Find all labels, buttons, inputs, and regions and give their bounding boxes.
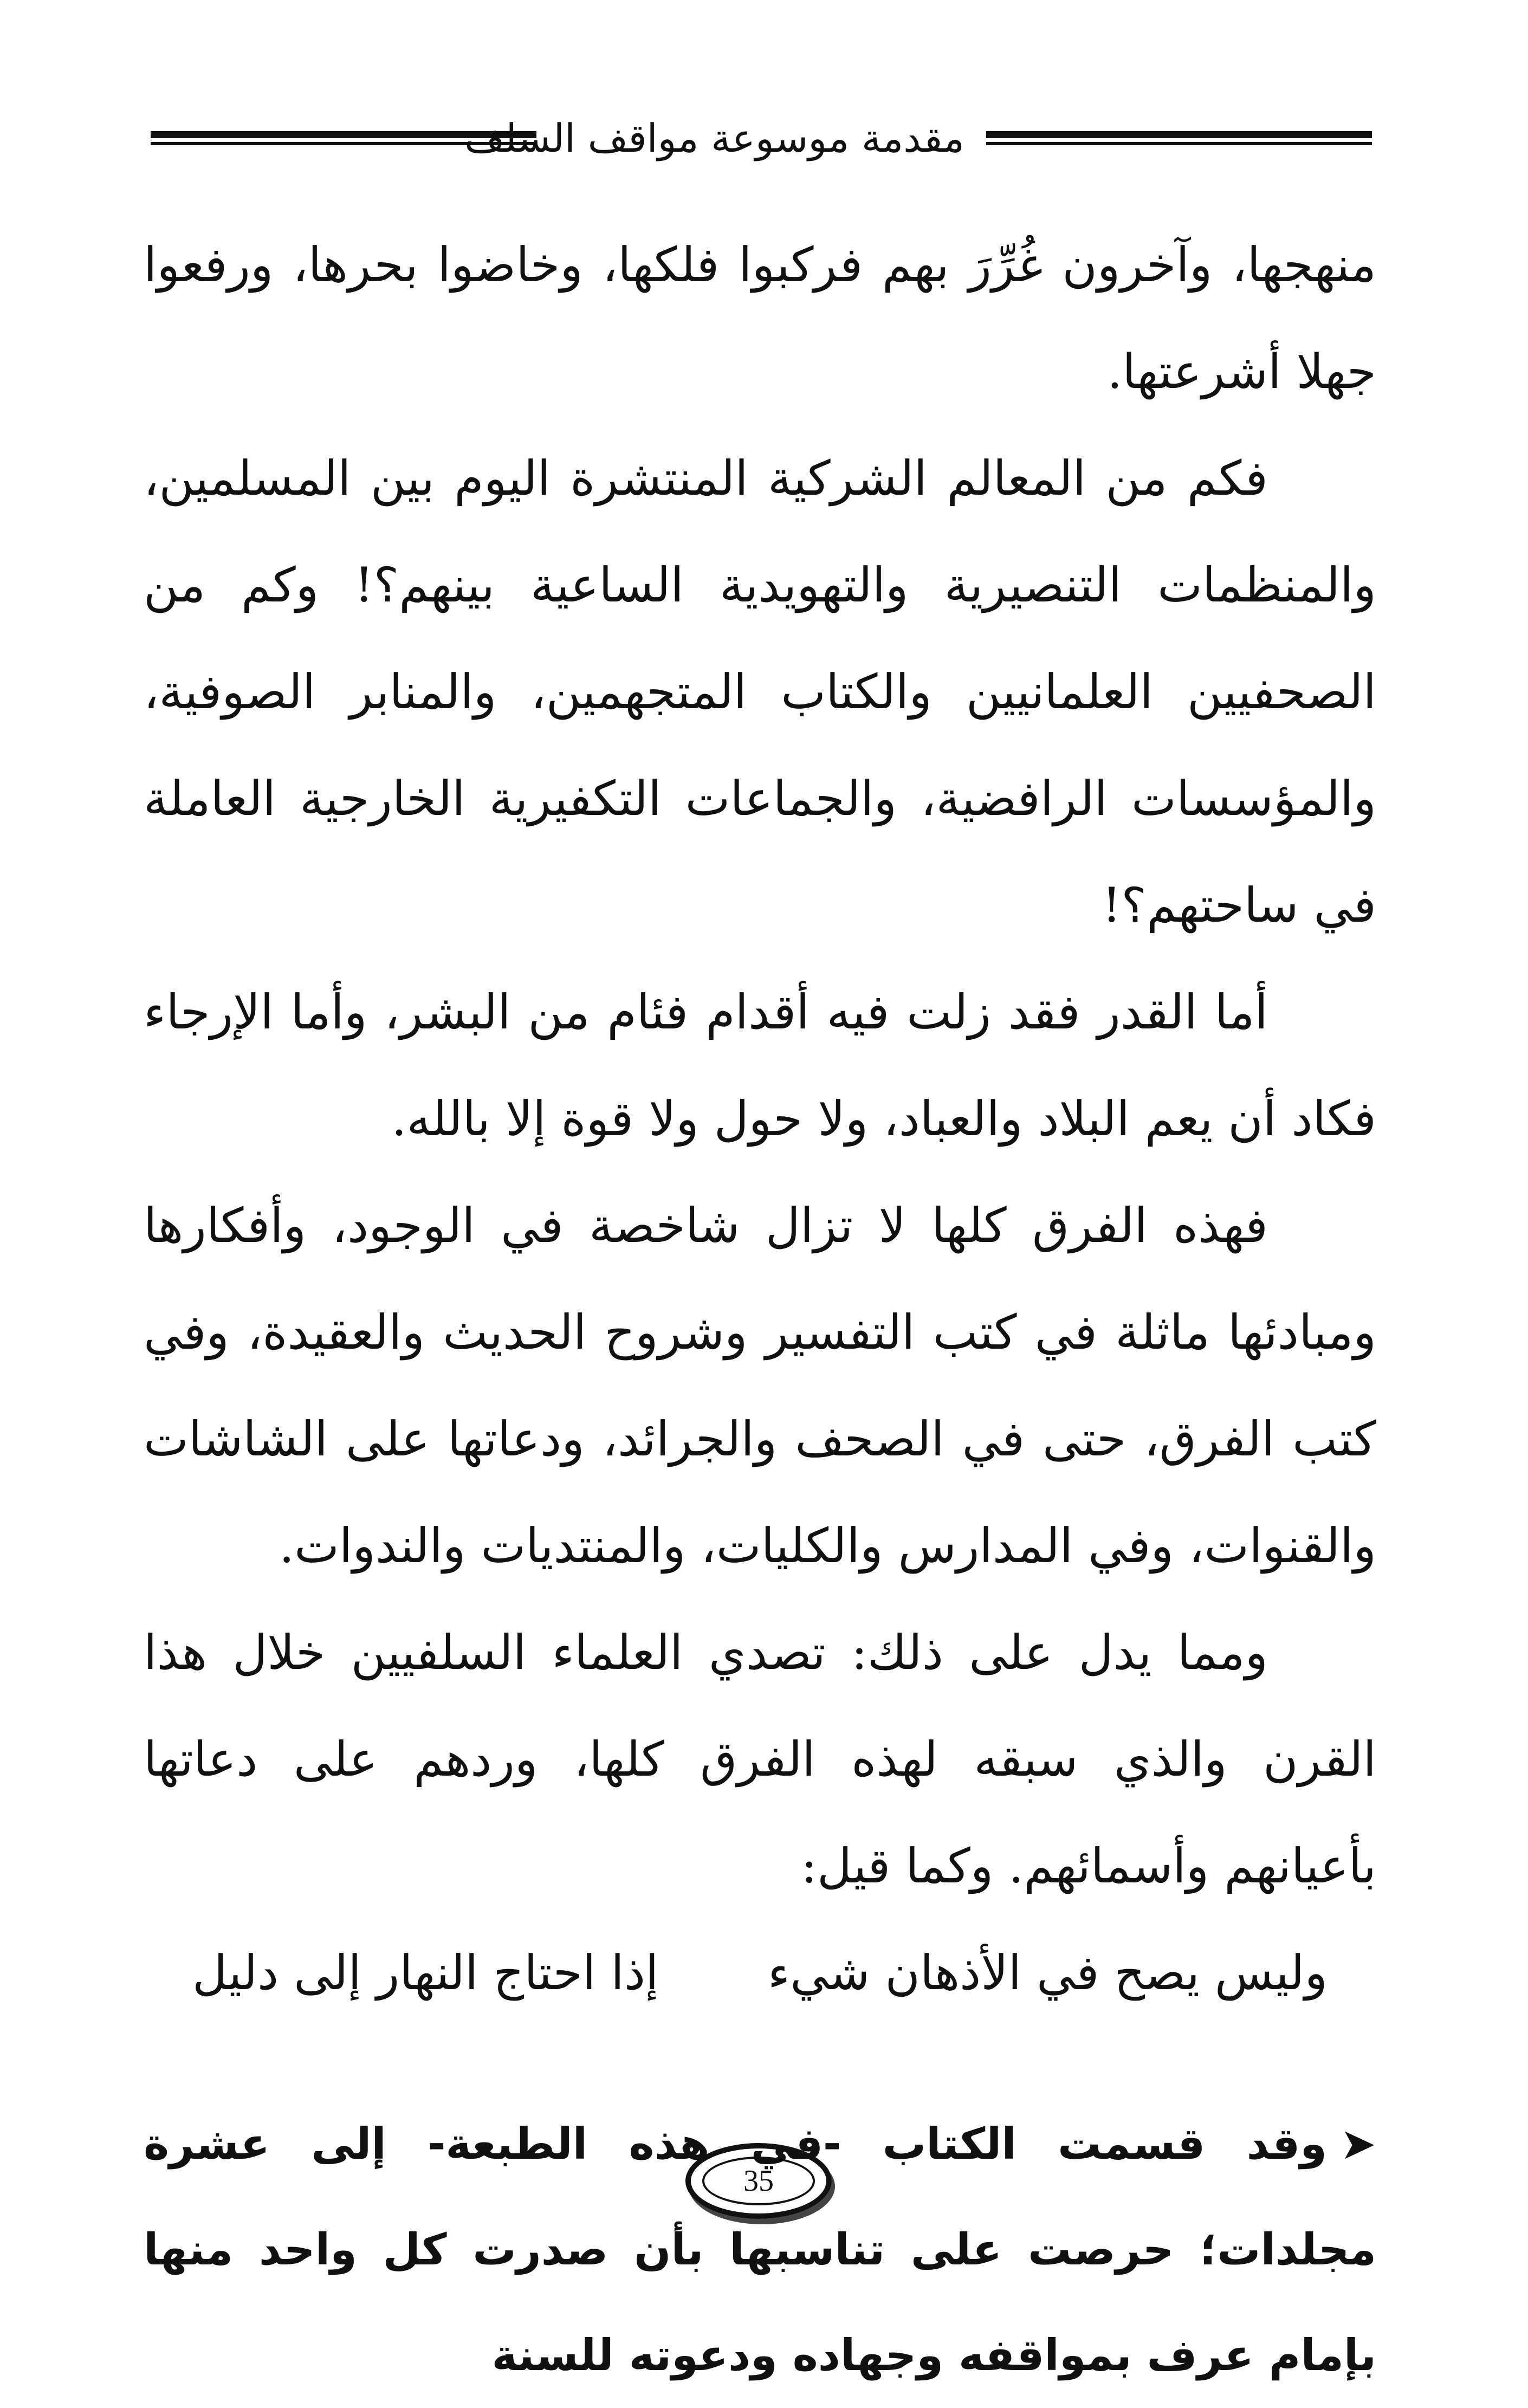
page-body <box>144 211 1376 2408</box>
poem-first-hemistich: وليس يصح في الأذهان شيء <box>767 1945 1328 2001</box>
bold-note-paragraph <box>144 2091 1376 2408</box>
bold-note-text: وقد قسمت الكتاب -في هذه الطبعة- إلى عشرة مجلدات؛ حرصت على تناسبها بأن صدرت كل واحد منها بإمام عرف بمواقفه وجهاده ودعوته للسنة <box>144 2119 1376 2380</box>
paragraph-scholars-response: ومما يدل على ذلك: تصدي العلماء السلفيين خلال هذا القرن والذي سبقه لهذه الفرق كلها، وردهم على دعاتها بأعيانهم وأسمائهم. وكما قيل: <box>144 1624 1376 1894</box>
running-header <box>146 108 1376 173</box>
poem-verse <box>144 1919 1376 2026</box>
arrow-bullet-icon: ➤ <box>1339 2119 1376 2169</box>
header-rule-right <box>986 131 1372 145</box>
poem-second-hemistich: إذا احتاج النهار إلى دليل <box>192 1945 659 2001</box>
paragraph-continuation: منهجها، وآخرون غُرِّرَ بهم فركبوا فلكها، وخاضوا بحرها، ورفعوا جهلا أشرعتها. <box>144 237 1376 399</box>
paragraph-sects-present: فهذه الفرق كلها لا تزال شاخصة في الوجود، وأفكارها ومبادئها ماثلة في كتب التفسير وشروح الحديث والعقيدة، وفي كتب الفرق، حتى في الصحف والجرائد، ودعاتها على الشاشات والقنوات، وفي المدارس والكليات، والمنتديات والندوات. <box>144 1197 1376 1574</box>
paragraph-shirk-landmarks: فكم من المعالم الشركية المنتشرة اليوم بين المسلمين، والمنظمات التنصيرية والتهويدية الساعية بينهم؟! وكم من الصحفيين العلمانيين والكتاب المتجهمين، والمنابر الصوفية، والمؤسسات الرافضية، والجماعات التكفيرية الخارجية العاملة في ساحتهم؟! <box>144 450 1376 933</box>
page-number-ornament <box>685 2143 832 2219</box>
paragraph-qadar-irja: أما القدر فقد زلت فيه أقدام فئام من البشر، وأما الإرجاء فكاد أن يعم البلاد والعباد، ولا حول ولا قوة إلا بالله. <box>144 984 1376 1147</box>
page-number: 35 <box>702 2157 815 2205</box>
header-title: مقدمة موسوعة مواقف السلف <box>464 115 964 161</box>
